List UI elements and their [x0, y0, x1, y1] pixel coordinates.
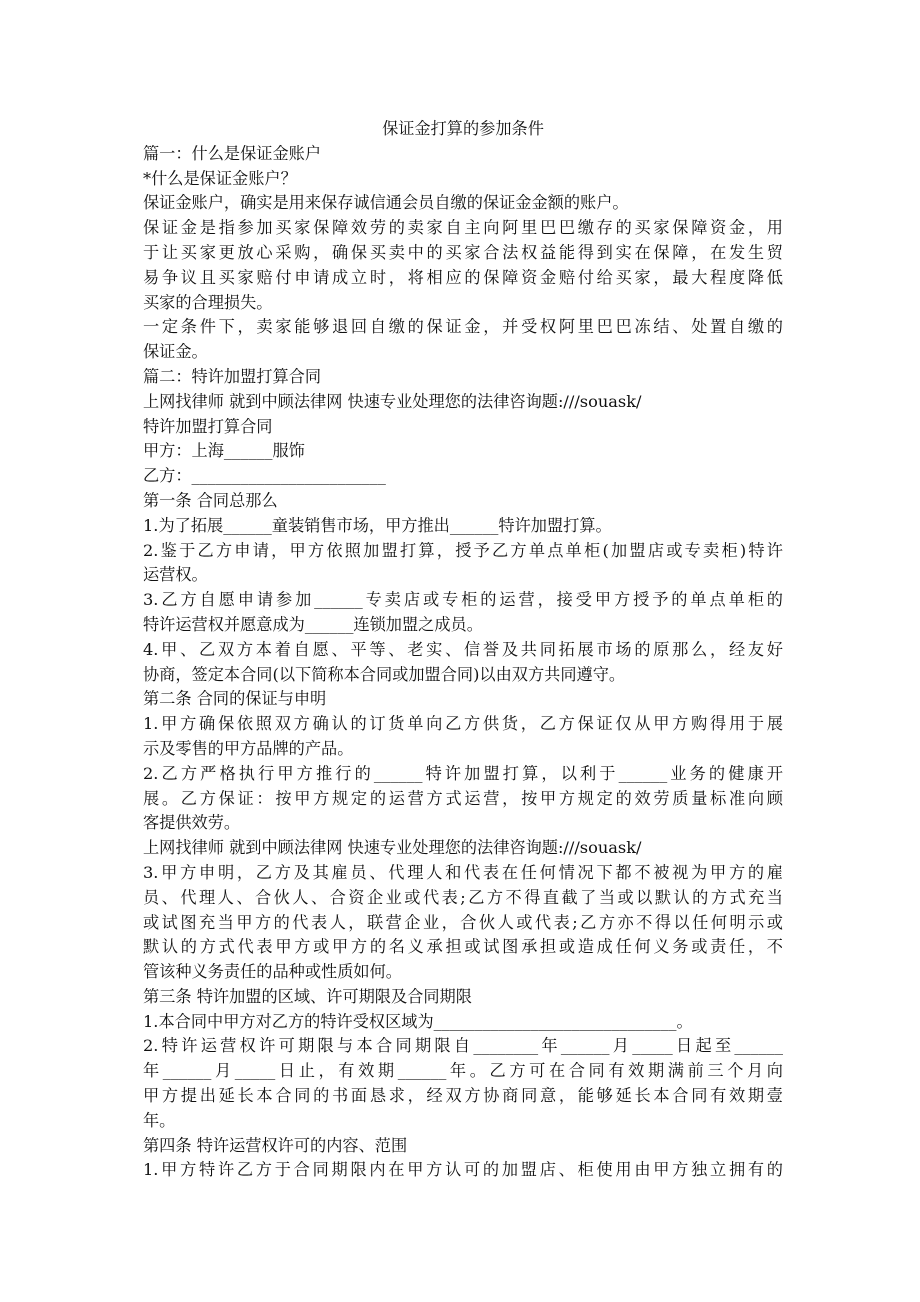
text-line: 保证金是指参加买家保障效劳的卖家自主向阿里巴巴缴存的买家保障资金，用 — [143, 218, 783, 238]
text-line: 第四条 特许运营权许可的内容、范围 — [143, 1135, 408, 1155]
text-line: 2.鉴于乙方申请，甲方依照加盟打算，授予乙方单点单柜(加盟店或专卖柜)特许 — [143, 540, 783, 560]
text-line: 上网找律师 就到中顾法律网 快速专业处理您的法律咨询题:///souask/ — [143, 391, 642, 411]
text-line: 篇一：什么是保证金账户 — [143, 143, 322, 163]
text-line: 运营权。 — [143, 565, 208, 585]
text-line: 客提供效劳。 — [143, 813, 241, 833]
text-line: 协商，签定本合同(以下简称本合同或加盟合同)以由双方共同遵守。 — [143, 664, 626, 684]
text-line: 特许运营权并愿意成为______连锁加盟之成员。 — [143, 614, 483, 634]
text-line: 4.甲、乙双方本着自愿、平等、老实、信誉及共同拓展市场的原那么，经友好 — [143, 639, 783, 659]
text-line: 1.甲方确保依照双方确认的订货单向乙方供货，乙方保证仅从甲方购得用于展 — [143, 714, 783, 734]
text-line: 保证金。 — [143, 342, 208, 362]
text-line: 一定条件下，卖家能够退回自缴的保证金，并受权阿里巴巴冻结、处置自缴的 — [143, 317, 783, 337]
text-line: 保证金账户，确实是用来保存诚信通会员自缴的保证金金额的账户。 — [143, 193, 629, 213]
text-line: 篇二：特许加盟打算合同 — [143, 366, 322, 386]
document-page — [143, 117, 783, 1183]
document-body — [143, 142, 783, 1183]
text-line: 管该种义务责任的品种或性质如何。 — [143, 962, 402, 982]
text-line: 展。乙方保证：按甲方规定的运营方式运营，按甲方规定的效劳质量标准向顾 — [143, 788, 783, 808]
text-line: 甲方提出延长本合同的书面恳求，经双方协商同意，能够延长本合同有效期壹 — [143, 1086, 783, 1106]
text-line: 特许加盟打算合同 — [143, 416, 273, 436]
text-line: 第一条 合同总那么 — [143, 490, 278, 510]
text-line: 于让买家更放心采购，确保买卖中的买家合法权益能得到实在保障，在发生贸 — [143, 242, 783, 262]
text-line: 2.乙方严格执行甲方推行的______特许加盟打算，以利于______业务的健康开 — [143, 763, 783, 783]
text-line: 年______月_____日止，有效期______年。乙方可在合同有效期满前三个月向 — [143, 1061, 783, 1081]
text-line: 上网找律师 就到中顾法律网 快速专业处理您的法律咨询题:///souask/ — [143, 838, 642, 858]
text-line: 第二条 合同的保证与申明 — [143, 689, 327, 709]
text-line: 默认的方式代表甲方或甲方的名义承担或试图承担或造成任何义务或责任，不 — [143, 937, 783, 957]
text-line: 乙方：________________________ — [143, 466, 386, 486]
text-line: 甲方：上海______服饰 — [143, 441, 305, 461]
text-line: 示及零售的甲方品牌的产品。 — [143, 738, 354, 758]
text-line: 员、代理人、合伙人、合资企业或代表;乙方不得直截了当或以默认的方式充当 — [143, 887, 783, 907]
text-line: 2.特许运营权许可期限与本合同期限自________年______月_____日起至______ — [143, 1036, 783, 1056]
text-line: 第三条 特许加盟的区域、许可期限及合同期限 — [143, 986, 472, 1006]
text-line: 1.本合同中甲方对乙方的特许受权区域为______________________________。 — [143, 1011, 693, 1031]
text-line: 买家的合理损失。 — [143, 292, 273, 312]
text-line: 年。 — [143, 1110, 176, 1130]
text-line: 易争议且买家赔付申请成立时，将相应的保障资金赔付给买家，最大程度降低 — [143, 267, 783, 287]
document-title: 保证金打算的参加条件 — [382, 119, 544, 138]
text-line: 1.为了拓展______童装销售市场，甲方推出______特许加盟打算。 — [143, 515, 612, 535]
text-line: 3.乙方自愿申请参加______专卖店或专柜的运营，接受甲方授予的单点单柜的 — [143, 590, 783, 610]
text-line: 或试图充当甲方的代表人，联营企业，合伙人或代表;乙方亦不得以任何明示或 — [143, 912, 783, 932]
text-line: 1.甲方特许乙方于合同期限内在甲方认可的加盟店、柜使用由甲方独立拥有的 — [143, 1160, 783, 1180]
text-line: 3.甲方申明，乙方及其雇员、代理人和代表在任何情况下都不被视为甲方的雇 — [143, 862, 783, 882]
text-line: *什么是保证金账户？ — [143, 168, 297, 188]
